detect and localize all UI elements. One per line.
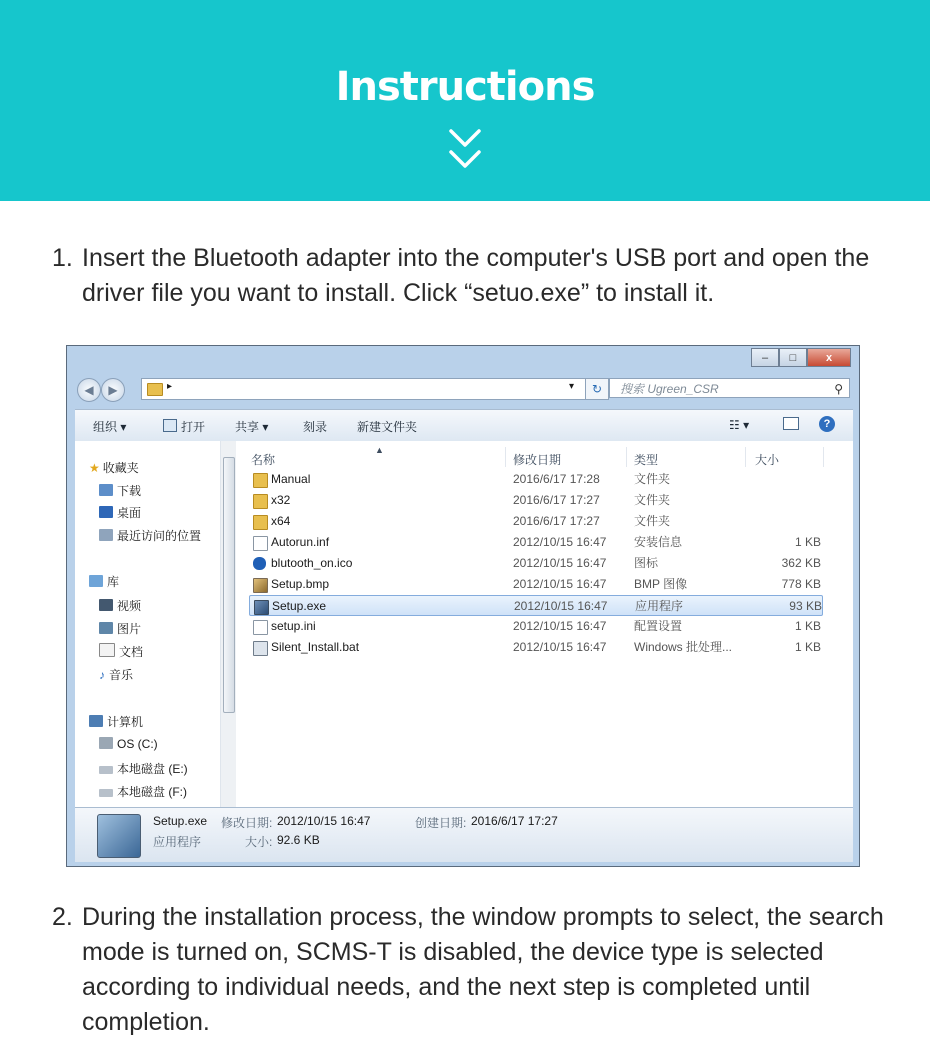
nav-drive-e[interactable] bbox=[99, 760, 188, 777]
organize-button[interactable]: 组织 ▾ bbox=[93, 420, 127, 434]
file-type: 安装信息 bbox=[634, 535, 683, 549]
nav-label: 图片 bbox=[117, 622, 142, 636]
nav-label: 本地磁盘 (E:) bbox=[117, 762, 188, 776]
nav-label: 计算机 bbox=[107, 715, 144, 729]
batch-file-icon bbox=[253, 641, 268, 656]
file-row-x64[interactable] bbox=[249, 511, 823, 532]
folder-icon bbox=[253, 515, 268, 530]
search-input[interactable] bbox=[609, 378, 850, 398]
file-modified: 2012/10/15 16:47 bbox=[513, 535, 607, 549]
library-icon bbox=[89, 575, 103, 587]
file-row-setup-exe[interactable] bbox=[249, 595, 823, 616]
nav-favorites[interactable] bbox=[89, 459, 139, 476]
command-bar bbox=[75, 409, 853, 443]
banner-title: Instructions bbox=[335, 64, 595, 110]
search-placeholder: 搜索 Ugreen_CSR bbox=[620, 382, 719, 396]
nav-drive-f[interactable] bbox=[99, 783, 187, 800]
details-pane bbox=[75, 807, 853, 862]
recent-places-icon bbox=[99, 529, 113, 541]
details-size-label: 大小: bbox=[245, 835, 273, 849]
column-header-name[interactable]: 名称 bbox=[251, 453, 276, 467]
file-list bbox=[245, 441, 853, 807]
address-row bbox=[75, 376, 853, 402]
details-size-value: 92.6 KB bbox=[277, 833, 320, 847]
file-type: Windows 批处理... bbox=[634, 640, 733, 654]
file-size: 1 KB bbox=[794, 619, 821, 633]
folder-icon bbox=[253, 473, 268, 488]
file-name: x32 bbox=[271, 493, 291, 507]
step-text: During the installation process, the window prompts to select, the search mode is turned on, SCMS-T is disabled, the device type is selected according to individual needs, and the next step is completed until completion. bbox=[82, 903, 884, 1036]
file-type: 配置设置 bbox=[634, 619, 683, 633]
column-header-size[interactable]: 大小 bbox=[755, 453, 780, 467]
dropdown-icon[interactable]: ▾ bbox=[568, 381, 574, 392]
nav-drive-c[interactable] bbox=[99, 737, 158, 751]
computer-icon bbox=[89, 715, 103, 727]
back-button[interactable] bbox=[77, 378, 101, 402]
nav-videos[interactable] bbox=[99, 597, 141, 614]
column-header-modified[interactable]: 修改日期 bbox=[513, 453, 562, 467]
image-file-icon bbox=[253, 578, 268, 593]
file-name: Setup.bmp bbox=[271, 577, 330, 591]
nav-downloads[interactable] bbox=[99, 482, 141, 499]
window-caption-buttons bbox=[751, 348, 851, 367]
nav-label: OS (C:) bbox=[117, 737, 158, 751]
video-icon bbox=[99, 599, 113, 611]
step-2 bbox=[52, 900, 892, 1040]
drive-icon bbox=[99, 737, 113, 749]
file-name: setup.ini bbox=[271, 619, 316, 633]
share-button[interactable]: 共享 ▾ bbox=[235, 420, 269, 434]
file-modified: 2016/6/17 17:27 bbox=[513, 493, 600, 507]
folder-icon bbox=[147, 383, 163, 396]
open-icon bbox=[163, 419, 177, 432]
file-name: x64 bbox=[271, 514, 291, 528]
file-name: blutooth_on.ico bbox=[271, 556, 353, 570]
file-name: Manual bbox=[271, 472, 311, 486]
help-icon[interactable]: ? bbox=[819, 416, 835, 432]
details-created-value: 2016/6/17 17:27 bbox=[471, 814, 558, 828]
file-size: 362 KB bbox=[781, 556, 821, 570]
file-modified: 2016/6/17 17:27 bbox=[513, 514, 600, 528]
navigation-pane bbox=[75, 441, 229, 807]
refresh-button[interactable] bbox=[585, 378, 609, 400]
details-file-kind: 应用程序 bbox=[153, 835, 202, 849]
step-1 bbox=[52, 241, 892, 311]
close-button[interactable]: x bbox=[807, 348, 851, 367]
arrow-left-icon: ◀ bbox=[84, 383, 94, 397]
forward-button[interactable] bbox=[101, 378, 125, 402]
file-type: 文件夹 bbox=[634, 472, 671, 486]
file-size: 1 KB bbox=[794, 535, 821, 549]
nav-label: 文档 bbox=[119, 645, 144, 659]
details-file-name: Setup.exe bbox=[153, 814, 208, 828]
nav-label: 收藏夹 bbox=[102, 461, 139, 475]
open-button[interactable] bbox=[163, 418, 205, 435]
sort-ascending-icon: ▲ bbox=[375, 445, 384, 455]
nav-label: 库 bbox=[107, 575, 120, 589]
nav-label: 下载 bbox=[117, 484, 142, 498]
file-modified: 2012/10/15 16:47 bbox=[514, 599, 608, 613]
file-modified: 2016/6/17 17:28 bbox=[513, 472, 600, 486]
nav-label: 本地磁盘 (F:) bbox=[117, 785, 187, 799]
desktop-icon bbox=[99, 506, 113, 518]
file-name: Setup.exe bbox=[272, 599, 327, 613]
nav-label: 视频 bbox=[117, 599, 142, 613]
explorer-content bbox=[75, 441, 853, 807]
file-type: 文件夹 bbox=[634, 493, 671, 507]
file-row-silent-install[interactable] bbox=[249, 637, 823, 658]
address-bar[interactable] bbox=[141, 378, 605, 400]
nav-computer[interactable] bbox=[89, 713, 143, 730]
nav-libraries[interactable] bbox=[89, 573, 119, 590]
refresh-icon: ↻ bbox=[591, 382, 603, 396]
file-row-setup-bmp[interactable] bbox=[249, 574, 823, 595]
instructions-banner bbox=[0, 0, 930, 201]
double-chevron-down-icon bbox=[448, 128, 482, 170]
minimize-button[interactable]: – bbox=[751, 348, 779, 367]
nav-label: 音乐 bbox=[109, 668, 134, 682]
documents-icon bbox=[99, 643, 115, 657]
preview-pane-icon[interactable] bbox=[783, 417, 799, 433]
nav-scrollbar[interactable] bbox=[220, 441, 236, 807]
arrow-right-icon: ▶ bbox=[108, 383, 118, 397]
column-divider bbox=[505, 447, 506, 467]
downloads-icon bbox=[99, 484, 113, 496]
nav-label: 桌面 bbox=[117, 506, 142, 520]
bluetooth-icon bbox=[253, 557, 266, 570]
file-name: Silent_Install.bat bbox=[271, 640, 360, 654]
maximize-button[interactable]: □ bbox=[779, 348, 807, 367]
file-modified: 2012/10/15 16:47 bbox=[513, 556, 607, 570]
file-type: 应用程序 bbox=[635, 599, 684, 613]
details-modified-value: 2012/10/15 16:47 bbox=[277, 814, 371, 828]
new-folder-button[interactable]: 新建文件夹 bbox=[357, 420, 418, 434]
file-modified: 2012/10/15 16:47 bbox=[513, 640, 607, 654]
column-header-type[interactable]: 类型 bbox=[634, 453, 659, 467]
details-modified-label: 修改日期: bbox=[221, 816, 273, 830]
step-number: 1. bbox=[52, 244, 73, 272]
nav-music[interactable] bbox=[99, 666, 133, 683]
file-size: 1 KB bbox=[794, 640, 821, 654]
nav-documents[interactable] bbox=[99, 643, 143, 660]
search-icon: ⚲ bbox=[834, 382, 843, 396]
file-row-bluetooth-ico[interactable] bbox=[249, 553, 823, 574]
pictures-icon bbox=[99, 622, 113, 634]
file-row-autorun[interactable] bbox=[249, 532, 823, 553]
nav-pictures[interactable] bbox=[99, 620, 141, 637]
breadcrumb-arrow-icon: ▸ bbox=[167, 381, 173, 392]
star-icon: ★ bbox=[89, 461, 100, 475]
column-divider bbox=[745, 447, 746, 467]
file-size: 93 KB bbox=[789, 599, 822, 613]
file-name: Autorun.inf bbox=[271, 535, 330, 549]
settings-file-icon bbox=[253, 620, 268, 635]
file-row-setup-ini[interactable] bbox=[249, 616, 823, 637]
file-row-manual[interactable] bbox=[249, 469, 823, 490]
installer-icon bbox=[254, 600, 269, 615]
settings-file-icon bbox=[253, 536, 268, 551]
file-type: 文件夹 bbox=[634, 514, 671, 528]
details-created-label: 创建日期: bbox=[415, 816, 467, 830]
step-text: Insert the Bluetooth adapter into the computer's USB port and open the driver file you want to install. Click “setuo.exe” to install it. bbox=[82, 244, 870, 307]
file-row-x32[interactable] bbox=[249, 490, 823, 511]
file-type: 图标 bbox=[634, 556, 659, 570]
column-divider bbox=[823, 447, 824, 467]
file-type: BMP 图像 bbox=[634, 577, 688, 591]
nav-recent[interactable] bbox=[99, 527, 201, 544]
drive-icon bbox=[99, 789, 113, 797]
step-number: 2. bbox=[52, 903, 73, 931]
burn-button[interactable]: 刻录 bbox=[303, 420, 328, 434]
file-size: 778 KB bbox=[781, 577, 821, 591]
file-modified: 2012/10/15 16:47 bbox=[513, 577, 607, 591]
nav-desktop[interactable] bbox=[99, 504, 141, 521]
nav-label: 最近访问的位置 bbox=[117, 529, 202, 543]
folder-icon bbox=[253, 494, 268, 509]
view-options-icon[interactable]: ☷ ▾ bbox=[729, 418, 750, 432]
explorer-window bbox=[66, 345, 860, 867]
column-divider bbox=[626, 447, 627, 467]
music-icon: ♪ bbox=[99, 668, 105, 682]
scrollbar-thumb[interactable] bbox=[223, 457, 235, 713]
installer-large-icon bbox=[97, 814, 141, 858]
open-label: 打开 bbox=[181, 420, 206, 434]
file-modified: 2012/10/15 16:47 bbox=[513, 619, 607, 633]
drive-icon bbox=[99, 766, 113, 774]
